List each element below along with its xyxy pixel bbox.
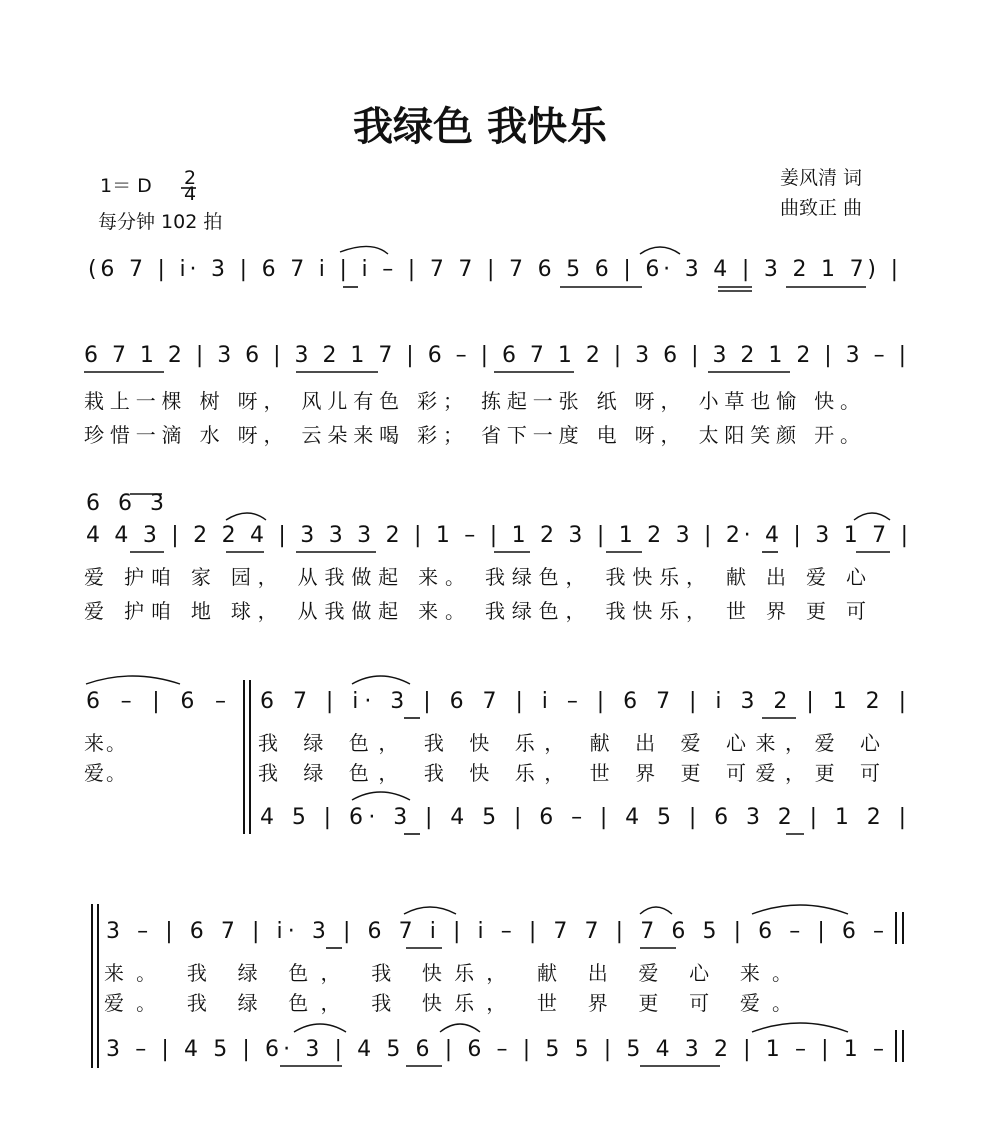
- tempo: 每分钟 102 拍: [98, 211, 223, 233]
- line3-ending-lyric-verse1: 来。: [84, 731, 128, 755]
- line3-harmony-notes: 4 5 | 6· 3 | 4 5 | 6 – | 4 5 | 6 3 2 | 1 2 |: [260, 805, 906, 830]
- tie: [226, 513, 266, 520]
- time-signature-top: 2: [184, 167, 197, 189]
- tie: [352, 792, 410, 800]
- intro-notes: (6 7 | i· 3 | 6 7 i | i – | 7 7 | 7 6 5 6 | 6· 3 4 | 3 2 1 7) |: [88, 257, 899, 282]
- line4-lyrics-verse1: 来。 我 绿 色， 我 快乐， 献 出 爱 心 来。: [104, 961, 795, 985]
- line-1: [84, 343, 906, 447]
- line-3: [84, 676, 906, 834]
- line3-ending-notes: 6 – | 6 –: [86, 689, 226, 714]
- key-signature: 1＝ D: [100, 175, 152, 197]
- composer: 曲致正 曲: [780, 197, 863, 219]
- line4-notes: 3 – | 6 7 | i· 3 | 6 7 i | i – | 7 7 | 7 6 5 | 6 – | 6 –: [106, 919, 885, 944]
- tie: [640, 907, 672, 914]
- tie: [752, 1023, 848, 1032]
- line3-notes: 6 7 | i· 3 | 6 7 | i – | 6 7 | i 3 2 | 1 2 |: [260, 689, 907, 714]
- line4-harmony-notes: 3 – | 4 5 | 6· 3 | 4 5 6 | 6 – | 5 5 | 5 4 3 2 | 1 – | 1 –: [106, 1037, 884, 1062]
- line2-notes: 4 4 3 | 2 2 4 | 3 3 3 2 | 1 – | 1 2 3 | 1 2 3 | 2· 4 | 3 1 7 |: [86, 523, 908, 548]
- line4-lyrics-verse2: 爱。 我 绿 色， 我 快乐， 世 界 更 可 爱。: [104, 991, 795, 1015]
- tie: [404, 907, 456, 914]
- tie: [86, 676, 180, 684]
- line2-lyrics-verse2: 爱 护咱 地 球， 从我做起 来。 我绿色， 我快乐， 世 界 更 可: [84, 599, 868, 623]
- line1-notes: 6 7 1 2 | 3 6 | 3 2 1 7 | 6 – | 6 7 1 2 | 3 6 | 3 2 1 2 | 3 – |: [84, 343, 907, 368]
- line3-lyrics-verse1: 我 绿 色， 我 快 乐， 献 出 爱 心来，爱 心: [258, 731, 882, 755]
- line2-upper-voice: 6 6 3: [86, 491, 164, 516]
- tie: [854, 513, 890, 520]
- intro-line: [88, 246, 898, 291]
- line3-lyrics-verse2: 我 绿 色， 我 快 乐， 世 界 更 可爱，更 可: [258, 761, 882, 785]
- line2-lyrics-verse1: 爱 护咱 家 园， 从我做起 来。 我绿色， 我快乐， 献 出 爱 心: [84, 565, 868, 589]
- line3-ending-lyric-verse2: 爱。: [84, 761, 128, 785]
- line1-lyrics-verse2: 珍惜一滴 水 呀， 云朵来喝 彩； 省下一度 电 呀， 太阳笑颜 开。: [84, 423, 862, 447]
- tie: [294, 1024, 346, 1032]
- lyricist: 姜风清 词: [780, 167, 863, 189]
- tie: [640, 247, 680, 254]
- line-4: [92, 904, 903, 1068]
- line-2: [84, 491, 908, 623]
- tie: [752, 905, 848, 914]
- tie: [352, 676, 410, 684]
- tie: [440, 1024, 480, 1032]
- line1-lyrics-verse1: 栽上一棵 树 呀， 风儿有色 彩； 拣起一张 纸 呀， 小草也愉 快。: [84, 389, 862, 413]
- tie: [340, 246, 388, 254]
- song-title: 我绿色 我快乐: [353, 104, 607, 150]
- time-signature-bottom: 4: [184, 183, 197, 205]
